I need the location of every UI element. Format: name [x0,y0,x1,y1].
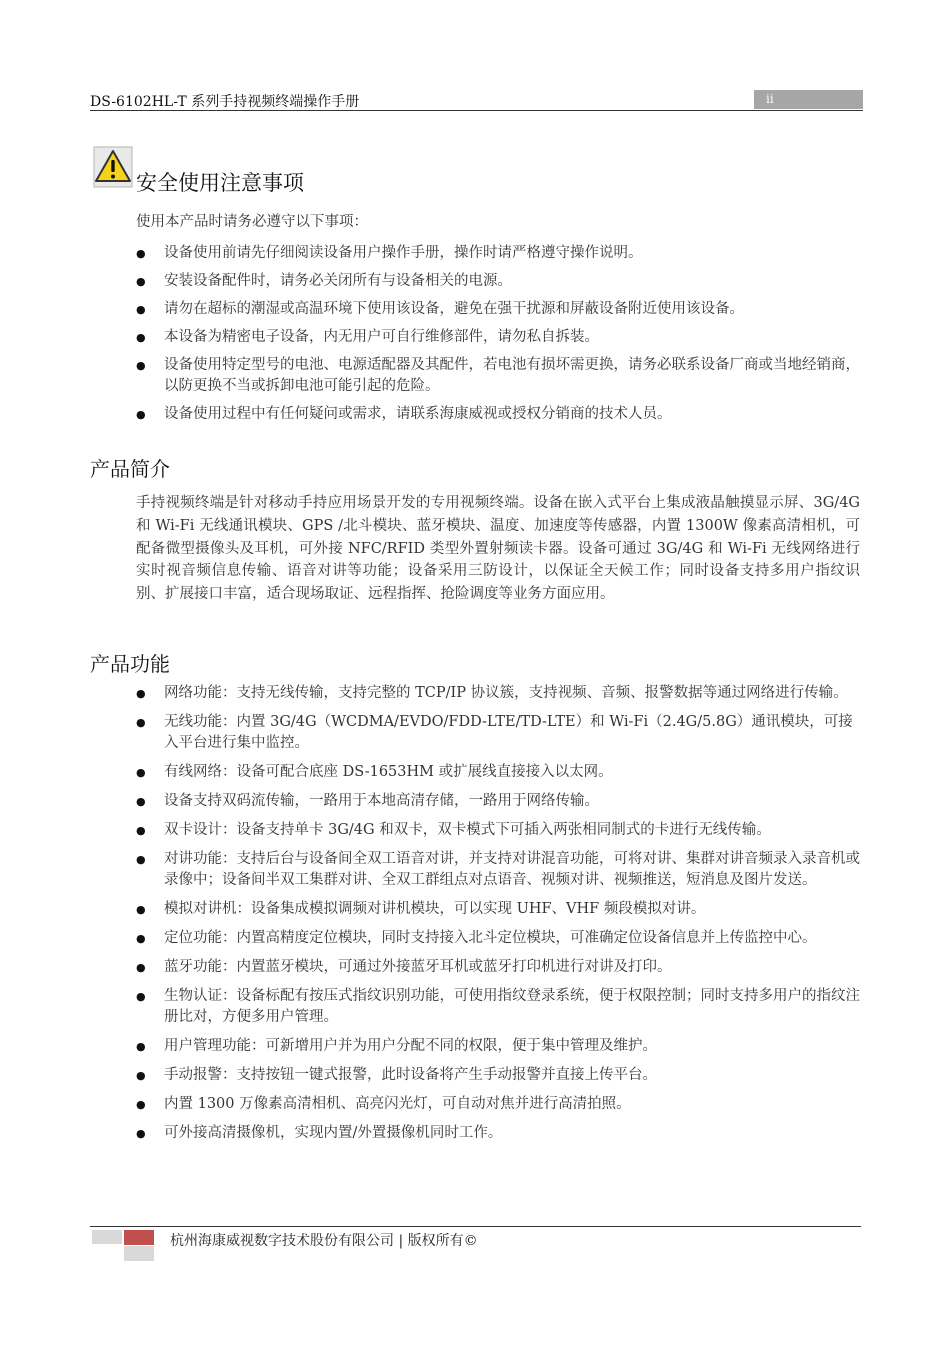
page-number: ii [754,90,863,109]
header-rule [90,110,863,111]
list-item: ● 生物认证：设备标配有按压式指纹识别功能，可使用指纹登录系统，便于权限控制；同时支持多用户的指纹注册比对，方便多用户管理。 [136,986,861,1028]
list-item: ● 设备使用特定型号的电池、电源适配器及其配件，若电池有损坏需更换，请务必联系设备厂商或当地经销商，以防更换不当或拆卸电池可能引起的危险。 [136,355,861,397]
list-item: ● 模拟对讲机：设备集成模拟调频对讲机模块，可以实现 UHF、VHF 频段模拟对讲。 [136,899,861,920]
product-intro-text: 手持视频终端是针对移动手持应用场景开发的专用视频终端。设备在嵌入式平台上集成液晶触摸显示屏、3G/4G 和 Wi-Fi 无线通讯模块、GPS /北斗模块、蓝牙模块、温度、加速度等传感器，内置 1300W 像素高清相机，可配备微型摄像头及耳机，可外接 NFC/RFID 类型外置射频读卡器。设备可通过 3G/4G 和 Wi-Fi 无线网络进行实时视音频信息传输、语音对讲等功能；设备采用三防设计，以保证全天候工作；同时设备支持多用户指纹识别、扩展接口丰富，适合现场取证、远程指挥、抢险调度等业务方面应用。 [136,495,860,603]
list-item: ● 安装设备配件时，请务必关闭所有与设备相关的电源。 [136,271,861,292]
safety-list [136,243,861,425]
footer-decoration [124,1246,154,1261]
list-item: ● 手动报警：支持按钮一键式报警，此时设备将产生手动报警并直接上传平台。 [136,1065,861,1086]
list-item: ● 设备支持双码流传输，一路用于本地高清存储，一路用于网络传输。 [136,791,861,812]
warning-icon [93,146,133,188]
list-item: ● 请勿在超标的潮湿或高温环境下使用该设备，避免在强干扰源和屏蔽设备附近使用该设备。 [136,299,861,320]
footer-decoration [124,1230,154,1245]
footer-copyright: 杭州海康威视数字技术股份有限公司 | 版权所有© [170,1233,478,1249]
list-item: ● 网络功能：支持无线传输，支持完整的 TCP/IP 协议簇，支持视频、音频、报警数据等通过网络进行传输。 [136,683,861,704]
page-header [90,88,863,112]
safety-intro: 使用本产品时请务必遵守以下事项： [136,214,368,230]
footer-decoration [92,1230,122,1244]
list-item: ● 蓝牙功能：内置蓝牙模块，可通过外接蓝牙耳机或蓝牙打印机进行对讲及打印。 [136,957,861,978]
features-title: 产品功能 [90,652,170,676]
footer-rule [90,1226,861,1227]
features-list [136,683,861,1144]
list-item: ● 本设备为精密电子设备，内无用户可自行维修部件，请勿私自拆装。 [136,327,861,348]
list-item: ● 设备使用前请先仔细阅读设备用户操作手册，操作时请严格遵守操作说明。 [136,243,861,264]
safety-title: 安全使用注意事项 [136,171,304,195]
list-item: ● 定位功能：内置高精度定位模块，同时支持接入北斗定位模块，可准确定位设备信息并上传监控中心。 [136,928,861,949]
product-intro-title: 产品简介 [90,457,170,481]
list-item: ● 用户管理功能：可新增用户并为用户分配不同的权限，便于集中管理及维护。 [136,1036,861,1057]
list-item: ● 双卡设计：设备支持单卡 3G/4G 和双卡，双卡模式下可插入两张相同制式的卡进行无线传输。 [136,820,861,841]
list-item: ● 对讲功能：支持后台与设备间全双工语音对讲，并支持对讲混音功能，可将对讲、集群对讲音频录入录音机或录像中；设备间半双工集群对讲、全双工群组点对点语音、视频对讲、视频推送，短消息及图片发送。 [136,849,861,891]
header-title: DS-6102HL-T 系列手持视频终端操作手册 [90,94,360,110]
list-item: ● 内置 1300 万像素高清相机、高亮闪光灯，可自动对焦并进行高清拍照。 [136,1094,861,1115]
list-item: ● 无线功能：内置 3G/4G（WCDMA/EVDO/FDD-LTE/TD-LTE）和 Wi-Fi（2.4G/5.8G）通讯模块，可接入平台进行集中监控。 [136,712,861,754]
list-item: ● 可外接高清摄像机，实现内置/外置摄像机同时工作。 [136,1123,861,1144]
list-item: ● 有线网络：设备可配合底座 DS-1653HM 或扩展线直接接入以太网。 [136,762,861,783]
list-item: ● 设备使用过程中有任何疑问或需求，请联系海康威视或授权分销商的技术人员。 [136,404,861,425]
